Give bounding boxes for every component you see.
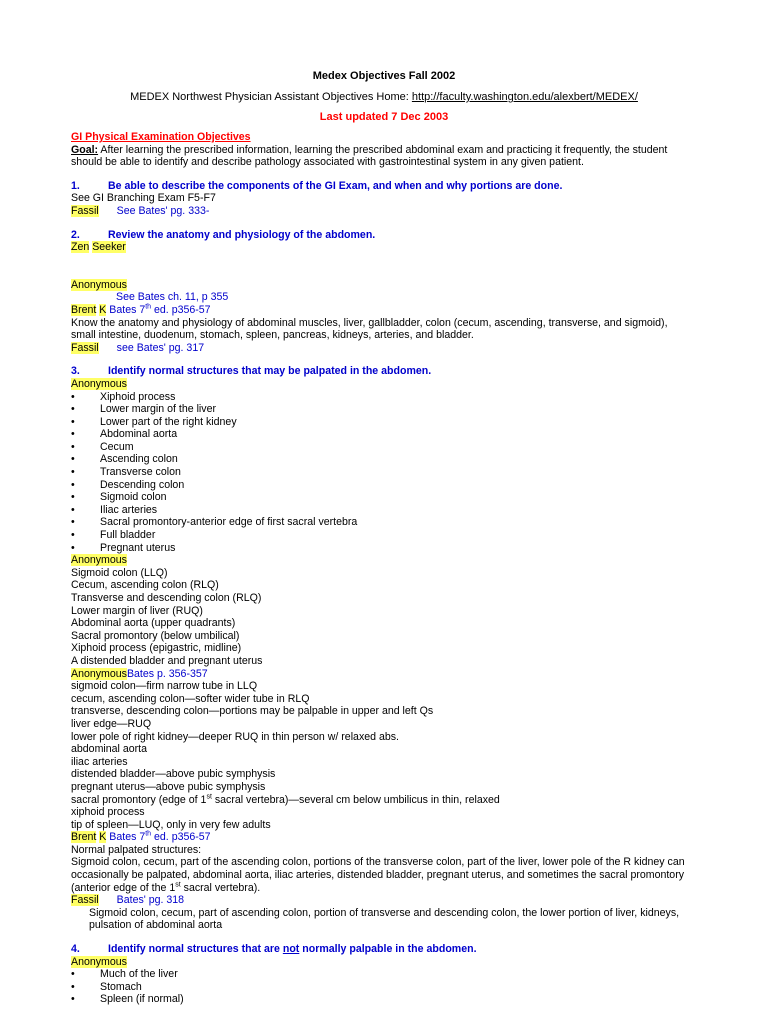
author-name: Fassil <box>71 204 99 217</box>
author-name: K <box>99 303 107 316</box>
list-item: distended bladder—above pubic symphysis <box>71 768 276 781</box>
text-part: sacral vertebra)—several cm below umbilicus in thin, relaxed <box>211 793 500 806</box>
list-item: • Full bladder <box>71 529 691 542</box>
list-item: • Lower margin of the liver <box>71 403 691 416</box>
list-item: • Iliac arteries <box>71 504 691 517</box>
list-item: • Abdominal aorta <box>71 428 691 441</box>
obj3-brent-line <box>71 831 691 844</box>
author-name: Brent <box>71 831 97 844</box>
objective-text-not: not <box>282 943 300 956</box>
list-item: • Transverse colon <box>71 466 691 479</box>
normal-structures-heading: Normal palpated structures: <box>71 843 202 856</box>
objective-text-part: normally palpable in the abdomen. <box>299 943 477 956</box>
goal-text: After learning the prescribed information, learning the prescribed abdominal exam and practicing it frequently, the student should be able to identify and describe pathology associated with gastrointestinal system in any given patient. <box>71 143 668 169</box>
fassil-paragraph <box>71 907 691 932</box>
list-item: • Cecum <box>71 441 691 454</box>
reference-part: Bates 7 <box>106 303 146 316</box>
list-item: Lower margin of liver (RUQ) <box>71 604 203 617</box>
obj1-fassil-line <box>71 205 691 218</box>
list-item: Abdominal aorta (upper quadrants) <box>71 617 236 630</box>
reference-part: ed. p356-57 <box>151 303 211 316</box>
list-item: • Pregnant uterus <box>71 542 691 555</box>
reference <box>106 304 210 316</box>
list-item: • Stomach <box>71 981 691 994</box>
document-body <box>71 131 691 1006</box>
last-updated: Last updated 7 Dec 2003 <box>319 111 449 123</box>
objective-1-heading <box>71 180 691 193</box>
list-item: Sacral promontory (below umbilical) <box>71 629 240 642</box>
reference-superscript: th <box>145 830 152 838</box>
text-part: sacral vertebra). <box>180 881 261 894</box>
list-item: • Xiphoid process <box>71 391 691 404</box>
list-item: • Sigmoid colon <box>71 491 691 504</box>
author-name: Anonymous <box>71 667 127 680</box>
home-line <box>0 91 768 103</box>
reference-part: ed. p356-57 <box>151 831 211 844</box>
obj1-line: See GI Branching Exam F5-F7 <box>71 192 216 205</box>
list-item: tip of spleen—LUQ, only in very few adults <box>71 818 271 831</box>
home-link[interactable]: http://faculty.washington.edu/alexbert/MEDEX/ <box>411 91 638 103</box>
superscript: st <box>175 881 181 889</box>
list-item: • Ascending colon <box>71 453 691 466</box>
author-name: Anonymous <box>71 554 127 567</box>
list-item: lower pole of right kidney—deeper RUQ in thin person w/ relaxed abs. <box>71 730 399 743</box>
reference-part: Bates 7 <box>106 831 146 844</box>
author-name: Fassil <box>71 341 99 354</box>
text-part: Sigmoid colon, cecum, part of ascending colon, portion of transverse and descending colon, the lower portion of liver, kidneys, pulsation of abdominal aorta <box>89 906 680 932</box>
palpable-bullet-list <box>71 391 691 555</box>
objective-3-heading <box>71 365 691 378</box>
list-item: • Spleen (if normal) <box>71 993 691 1006</box>
obj3-anon-line-3 <box>71 668 691 681</box>
reference-superscript: th <box>145 303 152 311</box>
obj3-anon-line-2 <box>71 554 691 567</box>
home-prefix: MEDEX Northwest Physician Assistant Objectives Home: <box>130 91 412 103</box>
objective-text: Review the anatomy and physiology of the abdomen. <box>108 228 376 241</box>
author-name: K <box>99 831 107 844</box>
reference: See Bates ch. 11, p 355 <box>116 291 229 304</box>
text-part: sacral promontory (edge of 1 <box>71 793 207 806</box>
objective-number: 1. <box>71 179 80 192</box>
goal-paragraph <box>71 144 691 169</box>
reference <box>106 831 210 843</box>
list-item: • Much of the liver <box>71 968 691 981</box>
list-item: sigmoid colon—firm narrow tube in LLQ <box>71 680 258 693</box>
author-name: Zen <box>71 241 90 254</box>
obj2-anon-line <box>71 279 691 292</box>
list-item: xiphoid process <box>71 806 145 819</box>
author-name: Anonymous <box>71 278 127 291</box>
obj3-fassil-line <box>71 894 691 907</box>
list-item: Xiphoid process (epigastric, midline) <box>71 642 242 655</box>
obj2-body: Know the anatomy and physiology of abdominal muscles, liver, gallbladder, colon (cecum, ascending, transverse, and sigmoid), small intestine, duodenum, stomach, spleen, pancreas, kidneys, arteries, and bladder. <box>71 316 668 342</box>
objective-number: 2. <box>71 228 80 241</box>
list-item: A distended bladder and pregnant uterus <box>71 654 263 667</box>
objective-text: Be able to describe the components of the GI Exam, and when and why portions are done. <box>108 179 563 192</box>
obj4-anon-line <box>71 956 691 969</box>
reference: See Bates' pg. 333- <box>116 204 210 217</box>
nonpalpable-bullet-list <box>71 968 691 1006</box>
reference: see Bates' pg. 317 <box>116 341 205 354</box>
author-name: Seeker <box>92 241 126 254</box>
list-item: iliac arteries <box>71 755 128 768</box>
normal-structures-paragraph <box>71 856 691 894</box>
goal-label: Goal: <box>71 143 99 156</box>
objective-number: 3. <box>71 365 80 378</box>
obj2-fassil-line <box>71 342 691 355</box>
objective-text: Identify normal structures that may be palpated in the abdomen. <box>108 365 432 378</box>
list-item: transverse, descending colon—portions may be palpable in upper and left Qs <box>71 705 434 718</box>
reference: Bates' pg. 318 <box>116 894 185 907</box>
list-item: abdominal aorta <box>71 743 147 756</box>
list-item: • Sacral promontory-anterior edge of first sacral vertebra <box>71 516 691 529</box>
text-part: Sigmoid colon, cecum, part of the ascending colon, portions of the transverse colon, part of the liver, lower pole of the R kidney can occasionally be palpated, abdominal aorta, iliac arteries, distended bladder, pregnant uterus, and sometimes the sacral promontory (anterior edge of the 1 <box>71 856 685 894</box>
obj3-anon-line <box>71 378 691 391</box>
objective-2-heading <box>71 229 691 242</box>
superscript: st <box>206 792 212 800</box>
objective-4-heading <box>71 943 691 956</box>
list-item: pregnant uterus—above pubic symphysis <box>71 780 266 793</box>
obj2-brent-line <box>71 304 691 317</box>
list-item: liver edge—RUQ <box>71 717 152 730</box>
list-item: • Descending colon <box>71 479 691 492</box>
list-item: Cecum, ascending colon (RLQ) <box>71 579 219 592</box>
list-item: Transverse and descending colon (RLQ) <box>71 592 262 604</box>
author-name: Anonymous <box>71 377 127 390</box>
list-item: Sigmoid colon (LLQ) <box>71 566 168 579</box>
section-title: GI Physical Examination Objectives <box>71 131 251 143</box>
reference: Bates p. 356-357 <box>126 667 208 680</box>
page-title: Medex Objectives Fall 2002 <box>312 70 456 82</box>
author-name: Brent <box>71 303 97 316</box>
objective-number: 4. <box>71 943 80 956</box>
author-name: Anonymous <box>71 955 127 968</box>
objective-text-part: Identify normal structures that are <box>108 943 283 956</box>
list-item: cecum, ascending colon—softer wider tube in RLQ <box>71 692 310 705</box>
spacer <box>71 254 691 279</box>
list-item <box>71 794 691 807</box>
obj2-author-line <box>71 241 691 254</box>
author-name: Fassil <box>71 894 99 907</box>
list-item: • Lower part of the right kidney <box>71 416 691 429</box>
